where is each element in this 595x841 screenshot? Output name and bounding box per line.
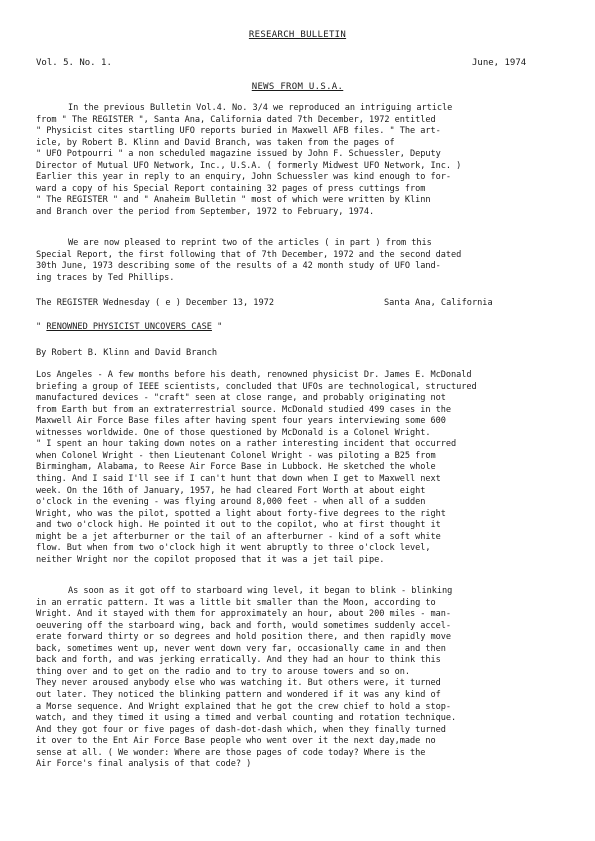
article-location: Santa Ana, California [384,298,493,308]
text-line: And they got four or five pages of dash-dot-dash which, when they finally turned [36,724,446,735]
text-line: flow. But when from two o'clock high it went abruptly to three o'clock level, [36,543,431,554]
text-line: back and forth, and was jerking erratically. And they had an hour to think this [36,655,441,666]
text-line: They never aroused anybody else who was watching it. But others were, it turned [36,678,441,689]
text-line: sense at all. ( We wonder: Where are those pages of code today? Where is the [36,747,426,758]
text-line: Maxwell Air Force Base files after having spent four years interviewing some 600 [36,416,446,427]
issue-date: June, 1974 [472,58,527,68]
article-byline: By Robert B. Klinn and David Branch [36,348,218,358]
text-line: it over to the Ent Air Force Base people who went over it the next day,made no [36,736,436,747]
text-line: from Earth but from an extraterrestrial source. McDonald studied 499 cases in the [36,404,452,415]
text-line: " I spent an hour taking down notes on a rather interesting incident that occurred [36,439,457,450]
text-line: neither Wright nor the copilot proposed that it was a jet tail pipe. [36,554,385,565]
text-line: Los Angeles - A few months before his death, renowned physicist Dr. James E. McDonald [36,370,472,380]
text-line: Special Report, the first following that of 7th December, 1972 and the second dated [36,249,462,260]
text-line: Earlier this year in reply to an enquiry, John Schuessler was kind enough to for- [36,172,452,183]
text-line: In the previous Bulletin Vol.4. No. 3/4 we reproduced an intriguing article [68,103,453,113]
text-line: erate forward thirty or so degrees and hold position there, and then rapidly move [36,632,452,643]
text-line: witnesses worldwide. One of those questioned by McDonald is a Colonel Wright. [36,427,431,438]
text-line: ward a copy of his Special Report containing 32 pages of press cuttings from [36,183,426,194]
article-source: The REGISTER Wednesday ( e ) December 13, 1972 [36,298,274,308]
volume-number: Vol. 5. No. 1. [36,58,112,68]
text-line: might be a jet afterburner or the tail of an afterburner - kind of a soft white [36,531,441,542]
bulletin-title: RESEARCH BULLETIN [248,30,347,40]
text-line: ing traces by Ted Phillips. [36,272,175,283]
text-line: back, sometimes went up, never went down very far, occasionally came in and then [36,643,446,654]
text-line: in an erratic pattern. It was a little bit smaller than the Moon, according to [36,597,436,608]
text-line: " The REGISTER " and " Anaheim Bulletin " most of which were written by Klinn [36,195,431,206]
text-line: Wright, who was the pilot, spotted a light about forty-five degrees to the right [36,508,446,519]
text-line: watch, and they timed it using a timed and verbal counting and rotation technique. [36,713,457,724]
text-line: Wright. And it stayed with them for approximately an hour, about 200 miles - man- [36,609,452,620]
text-line: from " The REGISTER ", Santa Ana, California dated 7th December, 1972 entitled [36,114,436,125]
text-line: and Branch over the period from September, 1972 to February, 1974. [36,206,375,217]
text-line: thing. And I said I'll see if I can't hunt that down when I get to Maxwell next [36,473,441,484]
text-line: oeuvering off the starboard wing, back and forth, would sometimes suddenly accel- [36,620,452,631]
text-line: " UFO Potpourri " a non scheduled magazine issued by John F. Schuessler, Deputy [36,149,441,160]
text-line: and two o'clock high. He pointed it out to the copilot, who at first thought it [36,520,441,531]
section-title: NEWS FROM U.S.A. [251,82,344,92]
text-line: out later. They noticed the blinking pattern and wondered if it was any kind of [36,689,441,700]
text-line: As soon as it got off to starboard wing level, it began to blink - blinking [68,586,453,596]
text-line: when Colonel Wright - then Lieutenant Colonel Wright - was piloting a B25 from [36,450,436,461]
text-line: 30th June, 1973 describing some of the results of a 42 month study of UFO land- [36,261,441,272]
text-line: week. On the 16th of January, 1957, he had cleared Fort Worth at about eight [36,485,426,496]
text-line: Birmingham, Alabama, to Reese Air Force Base in Lubbock. He sketched the whole [36,462,436,473]
text-line: Director of Mutual UFO Network, Inc., U.S.A. ( formerly Midwest UFO Network, Inc. ) [36,160,462,171]
text-line: a Morse sequence. And Wright explained that he got the crew chief to hold a stop- [36,701,452,712]
text-line: thing over and to get on the radio and to try to arouse towers and so on. [36,666,411,677]
text-line: manufactured devices - "craft" seen at close range, and probably originating not [36,393,446,404]
text-line: Air Force's final analysis of that code? ) [36,759,252,770]
article-subhead: " RENOWNED PHYSICIST UNCOVERS CASE " [36,322,223,332]
text-line: briefing a group of IEEE scientists, concluded that UFOs are technological, structured [36,381,477,392]
article-subhead-text: RENOWNED PHYSICIST UNCOVERS CASE [46,322,212,332]
text-line: o'clock in the evening - was flying around 8,000 feet - when all of a sudden [36,497,426,508]
text-line: " Physicist cites startling UFO reports buried in Maxwell AFB files. " The art- [36,126,441,137]
text-line: We are now pleased to reprint two of the articles ( in part ) from this [68,238,432,248]
text-line: icle, by Robert B. Klinn and David Branch, was taken from the pages of [36,137,395,148]
